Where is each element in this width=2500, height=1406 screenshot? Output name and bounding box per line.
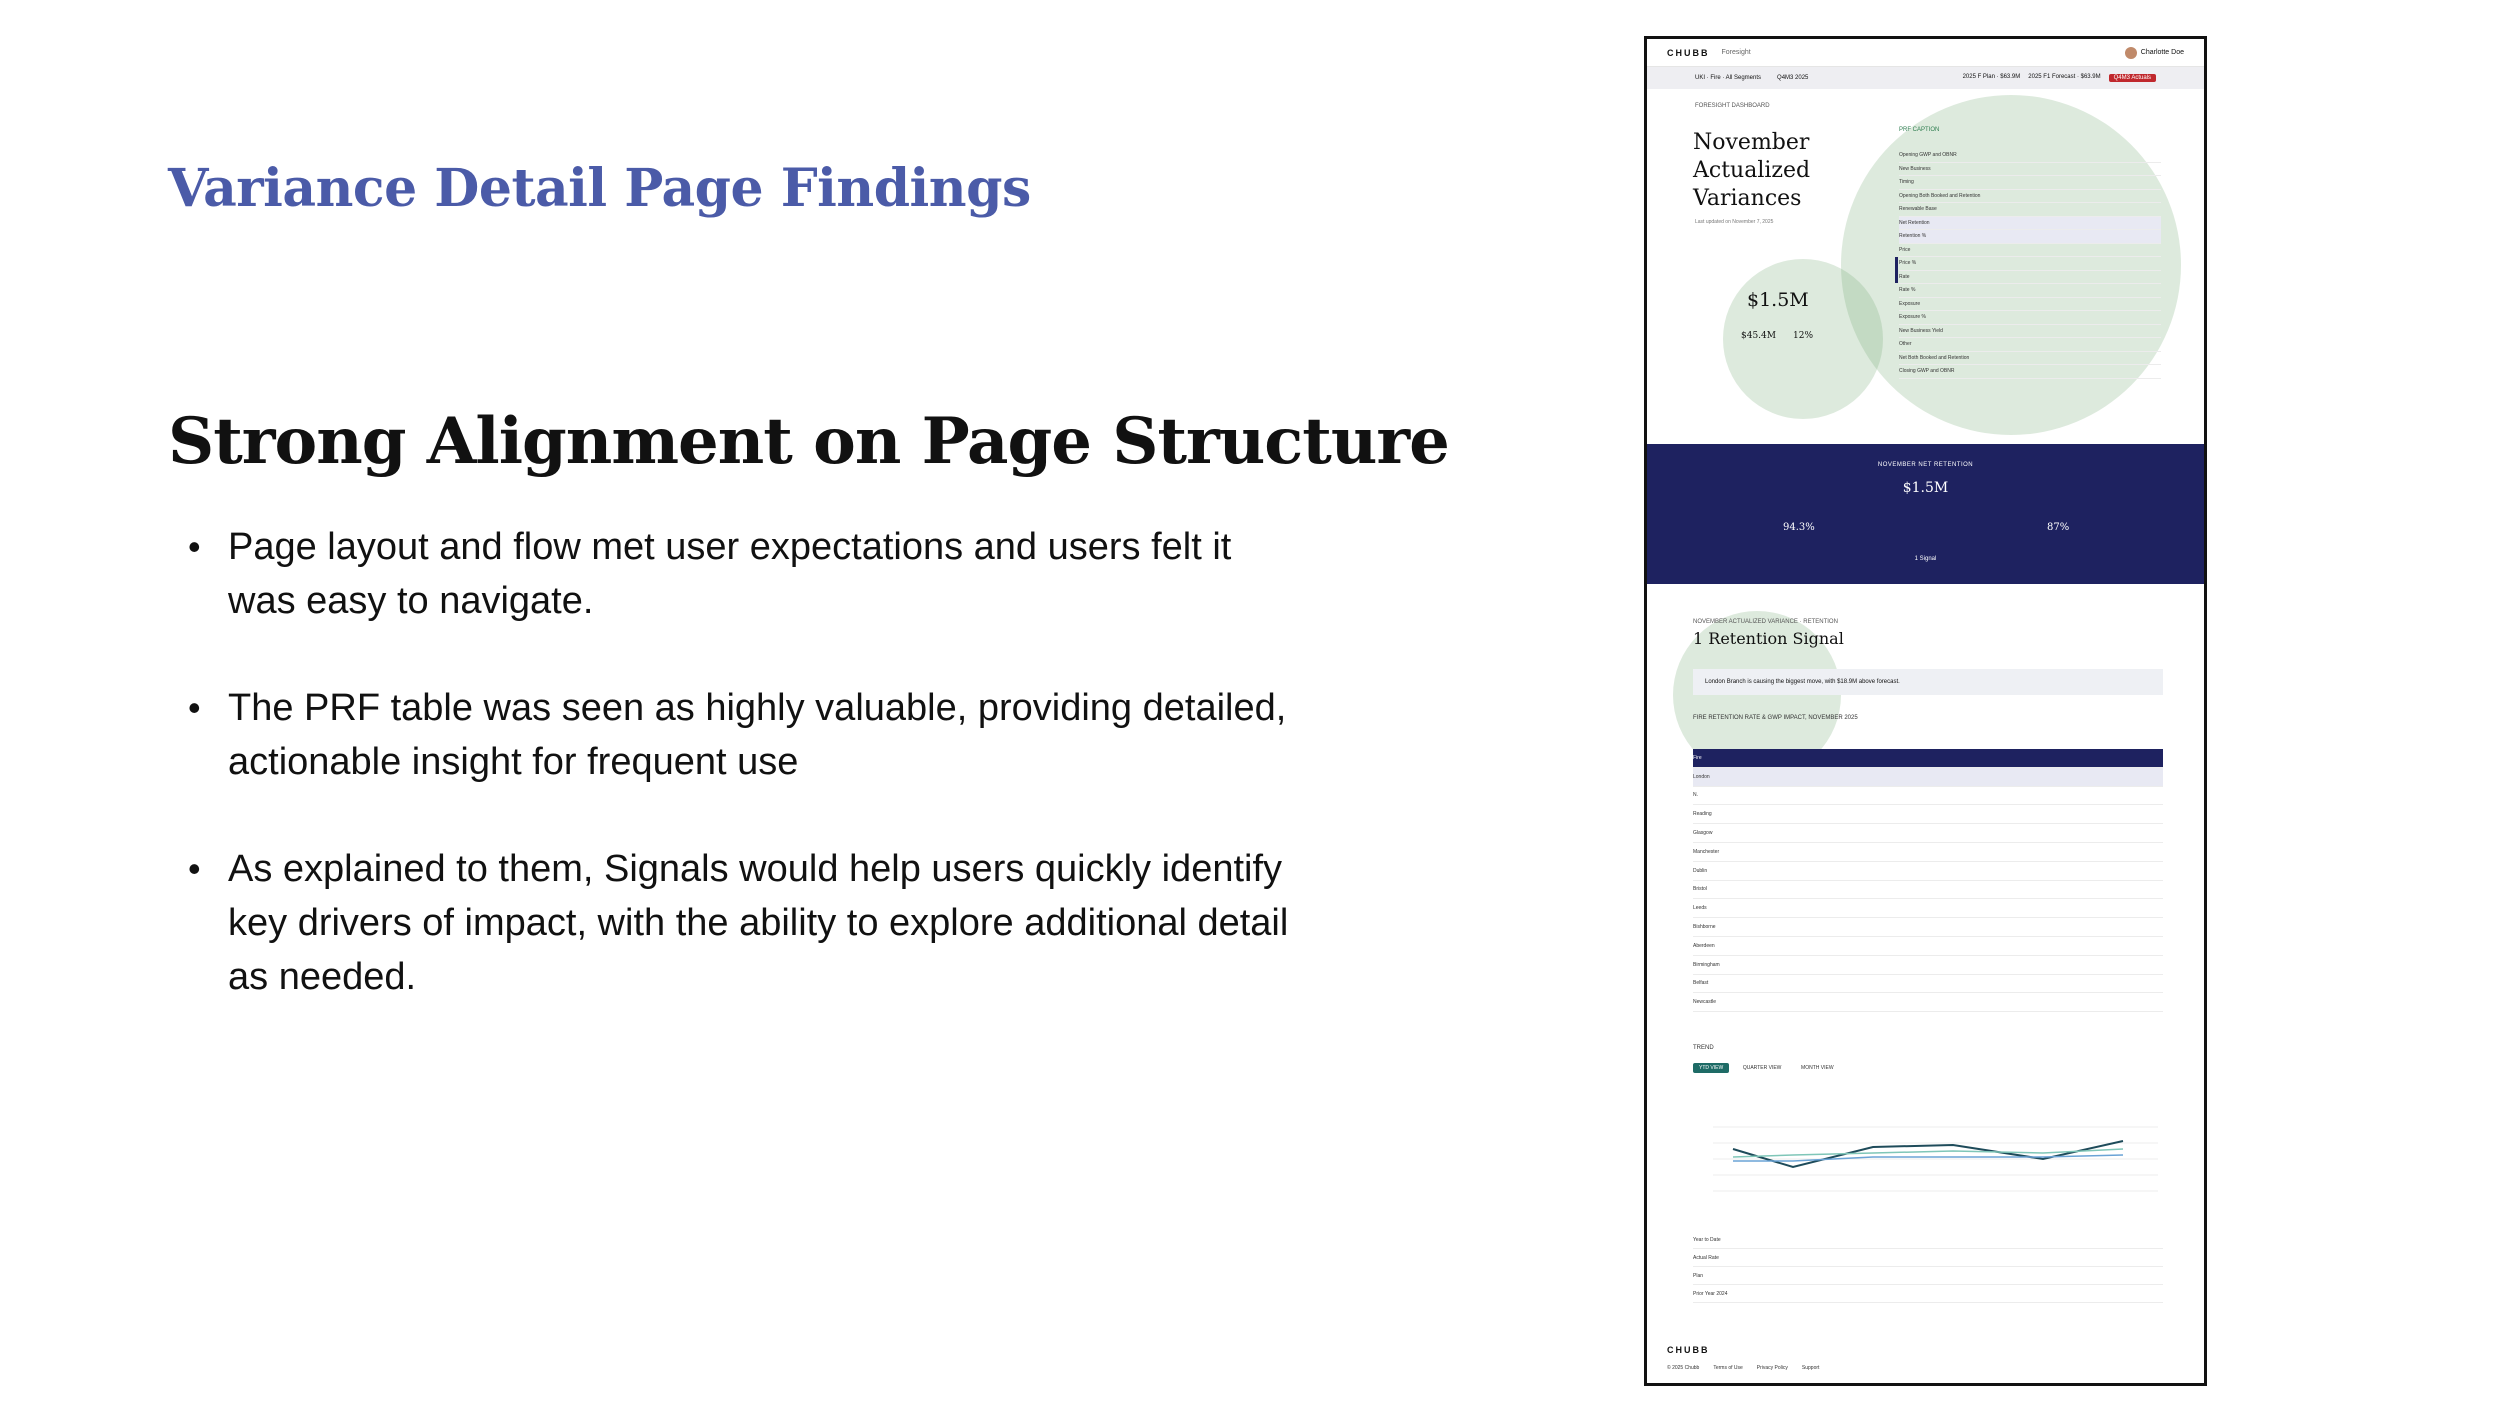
table-row[interactable]: Manchester xyxy=(1693,843,2163,862)
finding-item xyxy=(188,842,1308,1004)
table-row[interactable]: Renewable Base xyxy=(1899,203,2161,217)
finding-text: Page layout and flow met user expectations and users felt it was easy to navigate. xyxy=(228,526,1232,622)
table-row: Year to Date xyxy=(1693,1231,2163,1249)
bullet-icon: • xyxy=(188,848,201,889)
chart-gridlines xyxy=(1713,1127,2158,1191)
finding-text: As explained to them, Signals would help users quickly identify key drivers of impact, with the ability to explore additional detail as needed. xyxy=(228,848,1289,998)
prior-year-line xyxy=(1733,1155,2123,1161)
table-row[interactable]: Leeds xyxy=(1693,899,2163,918)
finding-text: The PRF table was seen as highly valuable, providing detailed, actionable insight for frequent use xyxy=(228,687,1287,783)
app-footer xyxy=(1667,1345,1819,1371)
footer-logo: CHUBB xyxy=(1667,1345,1710,1355)
finding-item xyxy=(188,520,1308,628)
chubb-logo: CHUBB xyxy=(1667,47,1710,58)
table-row[interactable]: N. xyxy=(1693,787,2163,806)
terms-link[interactable]: Terms of Use xyxy=(1713,1365,1743,1371)
tab-ytd[interactable]: YTD VIEW xyxy=(1693,1063,1729,1073)
actual-rate-line xyxy=(1733,1141,2123,1167)
table-row[interactable]: Dublin xyxy=(1693,862,2163,881)
retention-kicker: NOVEMBER ACTUALIZED VARIANCE · RETENTION xyxy=(1693,619,1838,625)
trend-table xyxy=(1693,1231,2163,1303)
findings-list xyxy=(188,520,1308,1057)
table-row[interactable]: Belfast xyxy=(1693,975,2163,994)
table-row[interactable]: Bishborne xyxy=(1693,918,2163,937)
table-row[interactable]: Glasgow xyxy=(1693,824,2163,843)
table-row[interactable]: Retention % xyxy=(1899,230,2161,244)
table-row[interactable]: Birmingham xyxy=(1693,956,2163,975)
kpi-variance: $1.5M xyxy=(1747,289,1809,311)
trend-tabs xyxy=(1693,1063,1846,1073)
table-row[interactable]: Fire xyxy=(1693,749,2163,768)
retention-table xyxy=(1693,749,2163,1012)
tab-quarter[interactable]: QUARTER VIEW xyxy=(1742,1065,1782,1071)
retention-title: 1 Retention Signal xyxy=(1693,629,1844,648)
bullet-icon: • xyxy=(188,526,201,567)
selection-indicator xyxy=(1895,257,1898,283)
user-name: Charlotte Doe xyxy=(2140,49,2184,56)
prf-caption[interactable]: PRF CAPTION xyxy=(1899,127,1940,133)
page-title: November Actualized Variances xyxy=(1693,130,1811,211)
user-menu[interactable] xyxy=(2125,47,2184,59)
trend-chart xyxy=(1693,1109,2163,1209)
actuals-badge: Q4M3 Actuals xyxy=(2109,74,2156,82)
retention-table-title: FIRE RETENTION RATE & GWP IMPACT, NOVEMBER 2025 xyxy=(1693,715,1858,721)
breadcrumb[interactable]: FORESIGHT DASHBOARD xyxy=(1695,103,1770,109)
table-row[interactable]: Timing xyxy=(1899,176,2161,190)
avatar xyxy=(2125,47,2137,59)
table-row[interactable]: New Business Yield xyxy=(1899,325,2161,339)
slide-headline: Strong Alignment on Page Structure xyxy=(168,404,1449,479)
privacy-link[interactable]: Privacy Policy xyxy=(1756,1365,1788,1371)
table-row[interactable]: Reading xyxy=(1693,805,2163,824)
table-row: Prior Year 2024 xyxy=(1693,1285,2163,1303)
table-row: Actual Rate xyxy=(1693,1249,2163,1267)
kpi-percent: 12% xyxy=(1793,331,1814,341)
signal-link[interactable]: 1 Signal xyxy=(1914,556,1937,562)
table-row[interactable]: Exposure xyxy=(1899,298,2161,312)
trend-label: TREND xyxy=(1693,1045,1714,1051)
table-row[interactable]: Newcastle xyxy=(1693,993,2163,1012)
table-row[interactable]: Net Retention xyxy=(1899,217,2161,231)
forecast-value: 2025 F1 Forecast · $63.9M xyxy=(2028,74,2101,80)
slide-kicker: Variance Detail Page Findings xyxy=(168,158,1031,219)
dashboard-screenshot xyxy=(1644,36,2207,1386)
finding-item xyxy=(188,681,1308,789)
support-link[interactable]: Support xyxy=(1801,1365,1820,1371)
table-row[interactable]: Price xyxy=(1899,244,2161,258)
net-retention-band xyxy=(1647,444,2204,584)
band-title: NOVEMBER NET RETENTION xyxy=(1877,462,1974,468)
bullet-icon: • xyxy=(188,687,201,728)
band-left-value: 94.3% xyxy=(1783,522,1815,533)
table-row[interactable]: Other xyxy=(1899,338,2161,352)
period-filter[interactable]: Q4M3 2025 xyxy=(1777,75,1809,81)
filter-bar xyxy=(1647,67,2204,89)
table-row[interactable]: Net Both Booked and Retention xyxy=(1899,352,2161,366)
table-row[interactable]: Price % xyxy=(1899,257,2161,271)
table-row[interactable]: Closing GWP and OBNR xyxy=(1899,365,2161,379)
signal-alert[interactable]: London Branch is causing the biggest move, with $18.9M above forecast. xyxy=(1693,669,2163,695)
app-name: Foresight xyxy=(1721,49,1751,56)
prf-table xyxy=(1899,149,2161,379)
segment-filter[interactable]: UKI · Fire · All Segments xyxy=(1695,75,1762,81)
last-updated: Last updated on November 7, 2025 xyxy=(1695,219,1774,225)
plan-value: 2025 F Plan · $63.9M xyxy=(1962,74,2021,80)
table-row[interactable]: Aberdeen xyxy=(1693,937,2163,956)
table-row[interactable]: Rate % xyxy=(1899,284,2161,298)
kpi-actuals: $45.4M xyxy=(1741,331,1776,341)
table-row: Plan xyxy=(1693,1267,2163,1285)
table-row[interactable]: New Business xyxy=(1899,163,2161,177)
table-row[interactable]: Bristol xyxy=(1693,881,2163,900)
app-header xyxy=(1647,39,2204,67)
band-right-value: 87% xyxy=(2047,522,2070,533)
band-value: $1.5M xyxy=(1902,480,1949,496)
table-row[interactable]: London xyxy=(1693,768,2163,787)
tab-month[interactable]: MONTH VIEW xyxy=(1801,1065,1834,1071)
table-row[interactable]: Rate xyxy=(1899,271,2161,285)
table-row[interactable]: Opening Both Booked and Retention xyxy=(1899,190,2161,204)
table-row[interactable]: Opening GWP and OBNR xyxy=(1899,149,2161,163)
table-row[interactable]: Exposure % xyxy=(1899,311,2161,325)
footer-copyright: © 2025 Chubb xyxy=(1667,1365,1700,1371)
